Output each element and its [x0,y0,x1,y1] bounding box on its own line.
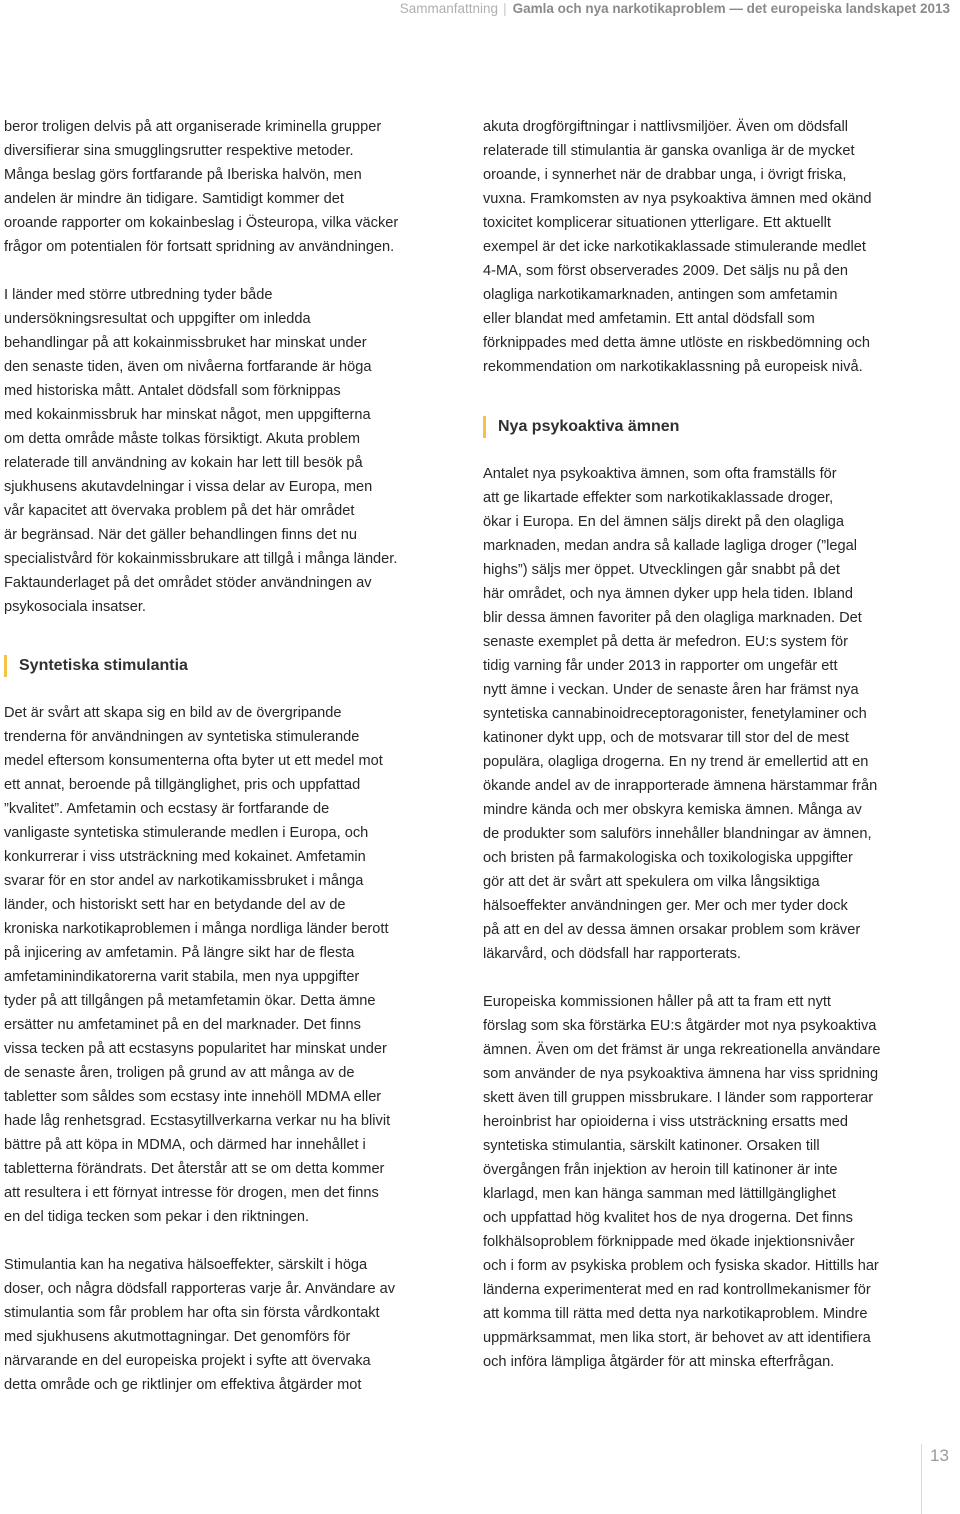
left-paragraph-3: Det är svårt att skapa sig en bild av de övergripande trenderna för användningen av syntetiska stimulerande medel eftersom konsumenterna ofta byter ut ett medel mot ett annat, beroende på tillgänglighet, pris och uppfattad ”kvalitet”. Amfetamin och ecstasy är fortfarande de vanligaste syntetiska stimulerande medlen i Europa, och konkurrerar i viss utsträckning med kokainet. Amfetamin svarar för en stor andel av narkotikamissbruket i många länder, och historiskt sett har en betydande del av de kroniska narkotikaproblemen i många nordliga länder berott på injicering av amfetamin. På längre sikt har de flesta amfetaminindikatorerna varit stabila, men nya uppgifter tyder på att tillgången på metamfetamin ökar. Detta ämne ersätter nu amfetaminet på en del marknader. Det finns vissa tecken på att ecstasyns popularitet har minskat under de senaste åren, troligen på grund av att många av de tabletter som såldes som ecstasy inte innehöll MDMA eller hade låg renhetsgrad. Ecstasytillverkarna verkar nu ha blivit bättre på att köpa in MDMA, och därmed har innehållet i tabletterna förändrats. Det återstår att se om detta kommer att resultera i ett förnyat intresse för drogen, men det finns en del tidiga tecken som pekar i den riktningen. [4,705,391,1225]
left-paragraph-2: I länder med större utbredning tyder både undersökningsresultat och uppgifter om inledda behandlingar på att kokainmissbruket har minskat under den senaste tiden, även om nivåerna fortfarande är höga med historiska mått. Antalet dödsfall som förknippas med kokainmissbruk har minskat något, men uppgifterna om detta område måste tolkas försiktigt. Akuta problem relaterade till användning av kokain har lett till besök på sjukhusens akutavdelningar i vissa delar av Europa, men vår kapacitet att övervaka problem på det här området är begränsad. När det gäller behandlingen finns det nu specialistvård för kokainmissbrukare att tillgå i många länder. Faktaunderlaget på det området stöder användningen av psykosociala insatser. [4,287,398,615]
page-number-divider [921,1444,922,1514]
section-heading-syntetiska-stimulantia: Syntetiska stimulantia [4,655,452,677]
page-number: 13 [930,1446,949,1465]
header-document-title: Gamla och nya narkotikaproblem — det europeiska landskapet 2013 [512,1,950,16]
header-section-label: Sammanfattning [399,1,499,16]
running-header [400,0,950,18]
left-column [4,115,452,1421]
right-paragraph-2: Antalet nya psykoaktiva ämnen, som ofta framställs för att ge likartade effekter som narkotikaklassade droger, ökar i Europa. En del ämnen säljs direkt på den olagliga marknaden, medan andra så kallade lagliga droger (”legal highs”) säljs mer öppet. Utvecklingen går snabbt på det här området, och nya ämnen dyker upp hela tiden. Ibland blir dessa ämnen favoriter på den olagliga marknaden. Det senaste exemplet på detta är mefedron. EU:s system för tidig varning får under 2013 in rapporter om ungefär ett nytt ämne i veckan. Under de senaste åren har främst nya syntetiska cannabinoidreceptoragonister, fenetylaminer och katinoner dykt upp, och de motsvarar till stor del de mest populära, olagliga drogerna. En ny trend är emellertid att en ökande andel av de inrapporterade ämnena härstammar från mindre kända och mer obskyra kemiska ämnen. Många av de produkter som saluförs innehåller blandningar av ämnen, och bristen på farmakologiska och toxikologiska uppgifter gör att det är svårt att spekulera om vilka långsiktiga hälsoeffekter användningen ger. Mer och mer tyder dock på att en del av dessa ämnen orsakar problem som kräver läkarvård, och dödsfall har rapporterats. [483,466,878,962]
right-column [483,115,943,1398]
section-heading-nya-psykoaktiva-amnen: Nya psykoaktiva ämnen [483,416,943,438]
left-paragraph-1: beror troligen delvis på att organiserade kriminella grupper diversifierar sina smugglingsrutter respektive metoder. Många beslag görs fortfarande på Iberiska halvön, men andelen är mindre än tidigare. Samtidigt kommer det oroande rapporter om kokainbeslag i Östeuropa, vilka väcker frågor om potentialen för fortsatt spridning av användningen. [4,119,399,255]
right-paragraph-3: Europeiska kommissionen håller på att ta fram ett nytt förslag som ska förstärka EU:s åtgärder mot nya psykoaktiva ämnen. Även om det främst är unga rekreationella användare som använder de nya psykoaktiva ämnena har viss spridning skett även till gruppen missbrukare. I länder som rapporterar heroinbrist har opioiderna i viss utsträckning ersatts med syntetiska stimulantia, särskilt katinoner. Orsaken till övergången från injektion av heroin till katinoner är inte klarlagd, men kan hänga samman med lättillgänglighet och uppfattad hög kvalitet hos de nya drogerna. Det finns folkhälsoproblem förknippade med ökade injektionsnivåer och i form av psykiska problem och fysiska skador. Hittills har länderna experimenterat med en rad kontrollmekanismer för att komma till rätta med detta nya narkotikaproblem. Mindre uppmärksammat, men lika stort, är behovet av att identifiera och införa lämpliga åtgärder för att minska efterfrågan. [483,994,881,1370]
right-paragraph-1: akuta drogförgiftningar i nattlivsmiljöer. Även om dödsfall relaterade till stimulantia är ganska ovanliga är de mycket oroande, i synnerhet när de drabbar unga, i övrigt friska, vuxna. Framkomsten av nya psykoaktiva ämnen med okänd toxicitet komplicerar situationen ytterligare. Ett aktuellt exempel är det icke narkotikaklassade stimulerande medlet 4-MA, som först observerades 2009. Det säljs nu på den olagliga narkotikamarknaden, antingen som amfetamin eller blandat med amfetamin. Ett antal dödsfall som förknippades med detta ämne utlöste en riskbedömning och rekommendation om narkotikaklassning på europeisk nivå. [483,119,872,375]
left-paragraph-4: Stimulantia kan ha negativa hälsoeffekter, särskilt i höga doser, och några dödsfall rapporteras varje år. Användare av stimulantia som får problem har ofta sin första vårdkontakt med sjukhusens akutmottagningar. Det genomförs för närvarande en del europeiska projekt i syfte att övervaka detta område och ge riktlinjer om effektiva åtgärder mot [4,1257,396,1393]
header-separator: | [503,1,507,16]
